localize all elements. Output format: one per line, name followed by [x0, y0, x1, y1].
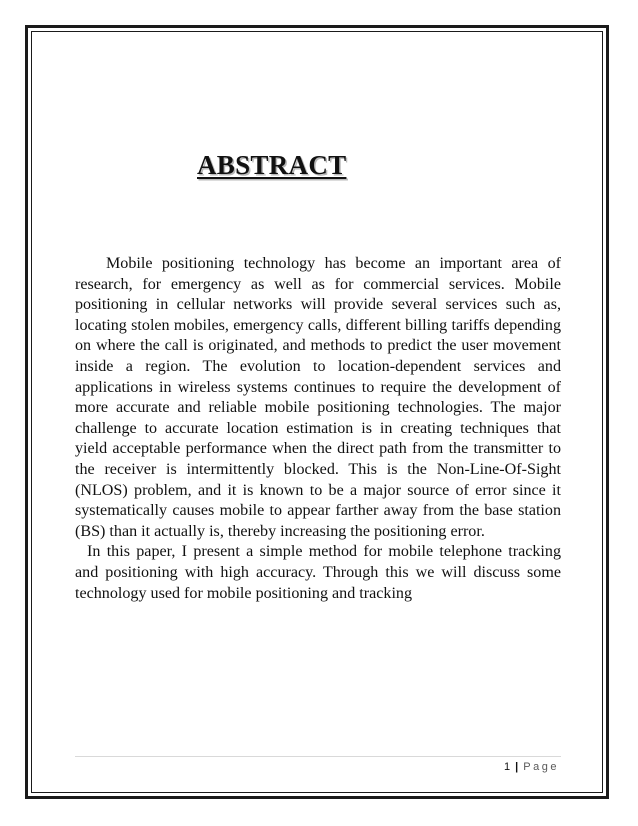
page-label: Page — [523, 761, 559, 773]
page-footer — [504, 761, 559, 773]
abstract-body — [75, 254, 561, 604]
abstract-paragraph-2: In this paper, I present a simple method for mobile telephone tracking and positioning with high accuracy. Through this we will discuss some technology used for mobile positioning and tracking — [75, 543, 561, 602]
abstract-paragraph-1: Mobile positioning technology has become an important area of research, for emergency as well as for commercial services. Mobile positioning in cellular networks will provide several services such as, locating stolen mobiles, emergency calls, different billing tariffs depending on where the call is originated, and methods to predict the user movement inside a region. The evolution to location-dependent services and applications in wireless systems continues to require the development of more accurate and reliable mobile positioning technologies. The major challenge to accurate location estimation is in creating techniques that yield acceptable performance when the direct path from the transmitter to the receiver is intermittently blocked. This is the Non-Line-Of-Sight (NLOS) problem, and it is known to be a major source of error since it systematically causes mobile to appear farther away from the base station (BS) than it actually is, thereby increasing the positioning error. — [75, 255, 561, 540]
page-number: 1 — [503, 761, 511, 773]
footer-separator: | — [515, 761, 519, 773]
document-title: ABSTRACT — [197, 150, 347, 180]
footer-divider — [75, 756, 561, 757]
